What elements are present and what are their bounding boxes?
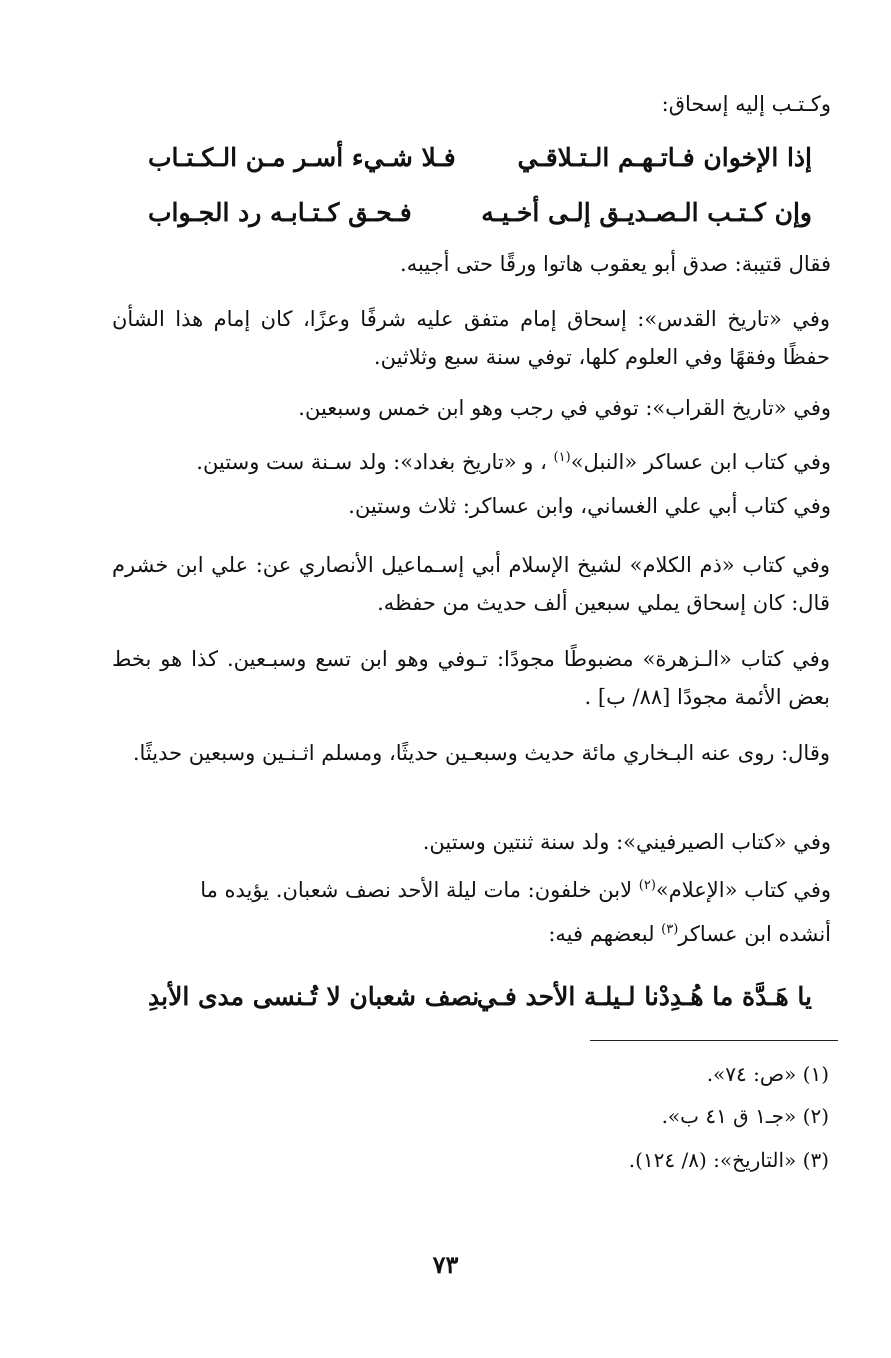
verse-2-second-hemistich: فـحـق كـتـابـه رد الجـواب — [148, 198, 412, 227]
zahra-paragraph: وفي كتاب «الـزهرة» مضبوطًا مجودًا: تـوفي وهو ابن تسع وسبـعين. كذا هو بخط بعض الأئمة مجودًا [٨٨/ ب] . — [112, 647, 830, 709]
quds-paragraph: وفي «تاريخ القدس»: إسحاق إمام متفق عليه شرفًا وعزًا، كان إمام هذا الشأن حفظًا وفقهًا وفي العلوم كلها، توفي سنة سبع وثلاثين. — [112, 307, 830, 369]
ilam-line-2 — [548, 922, 831, 946]
page-number: ٧٣ — [432, 1250, 459, 1279]
ilam-line2-end: لبعضهم فيه: — [548, 922, 655, 946]
footnote-3: (٣) «التاريخ»: (٨/ ١٢٤). — [628, 1148, 829, 1172]
qurrab-paragraph: وفي «تاريخ القراب»: توفي في رجب وهو ابن خمس وسبعين. — [298, 396, 831, 420]
qutayba-paragraph: فقال قتيبة: صدق أبو يعقوب هاتوا ورقًا حتى أجيبه. — [400, 252, 831, 276]
dhamm-paragraph: وفي كتاب «ذم الكلام» لشيخ الإسلام أبي إسـماعيل الأنصاري عن: علي ابن خشرم قال: كان إسحاق يملي سبعين ألف حديث من حفظه. — [112, 553, 830, 615]
verse-3-first-hemistich: يا هَـدَّة ما هُـدِدْنا لـيلـة الأحد فـي — [476, 982, 812, 1011]
ilam-line-1 — [200, 878, 831, 902]
poem-verse-1 — [148, 143, 812, 183]
ilam-line2-start: أنشده ابن عساكر — [678, 922, 831, 946]
footnote-1: (١) «ص: ٧٤». — [706, 1062, 829, 1086]
poem-verse-3 — [148, 982, 812, 1022]
sayrafini-paragraph: وفي «كتاب الصيرفيني»: ولد سنة ثنتين وستين. — [422, 830, 831, 854]
intro-line: وكـتـب إليه إسحاق: — [661, 92, 831, 116]
ilam-text-end: لابن خلفون: مات ليلة الأحد نصف شعبان. يؤيده ما — [200, 878, 633, 902]
footnote-separator — [590, 1040, 838, 1041]
verse-1-first-hemistich: إذا الإخوان فـاتـهـم الـتـلاقـي — [517, 143, 812, 172]
footnote-ref-1: (١) — [553, 450, 571, 465]
ibn-asakir-paragraph — [196, 450, 831, 474]
ibn-asakir-text-end: ، و «تاريخ بغداد»: ولد سـنة ست وستين. — [196, 450, 547, 474]
ilam-text-start: وفي كتاب «الإعلام» — [655, 878, 831, 902]
poem-verse-2 — [148, 198, 812, 238]
footnote-ref-2: (٢) — [638, 878, 656, 893]
verse-2-first-hemistich: وإن كـتـب الـصـديـق إلـى أخـيـه — [481, 198, 812, 227]
bukhari-paragraph: وقال: روى عنه البـخاري مائة حديث وسبعـين حديثًا، ومسلم اثـنـين وسبعين حديثًا. — [132, 741, 830, 765]
footnote-ref-3: (٣) — [661, 922, 679, 937]
footnote-2: (٢) «جـ١ ق ٤١ ب». — [661, 1104, 829, 1128]
ghassani-paragraph: وفي كتاب أبي علي الغساني، وابن عساكر: ثلاث وستين. — [348, 494, 831, 518]
ibn-asakir-text-start: وفي كتاب ابن عساكر «النبل» — [570, 450, 831, 474]
verse-3-second-hemistich: نصف شعبان لا تُـنسى مدى الأبدِ — [148, 982, 480, 1011]
verse-1-second-hemistich: فـلا شـيء أسـر مـن الـكـتـاب — [148, 143, 456, 172]
